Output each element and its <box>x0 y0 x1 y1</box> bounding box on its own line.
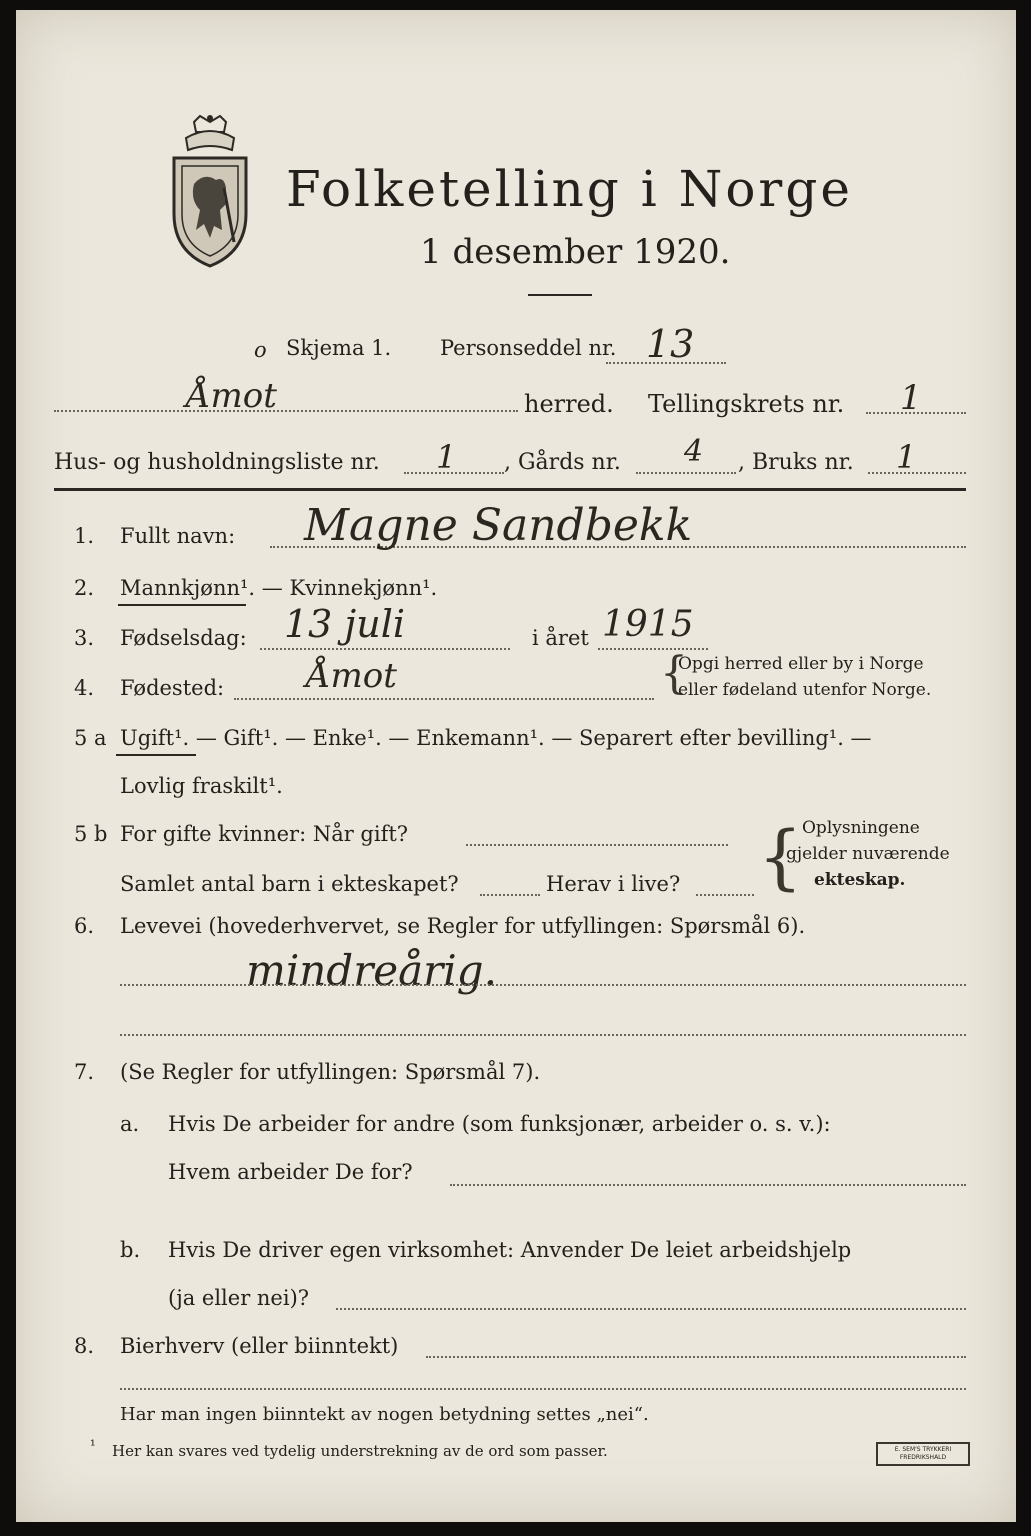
full-name-value[interactable]: Magne Sandbekk <box>304 500 693 551</box>
q1-number: 1. <box>74 524 95 548</box>
q3-day-line <box>260 648 510 650</box>
personseddel-value[interactable]: 13 <box>646 322 695 366</box>
tellingskrets-value[interactable]: 1 <box>900 378 922 418</box>
gards-value[interactable]: 4 <box>684 434 704 469</box>
census-date: 1 desember 1920. <box>420 232 731 272</box>
form-title: Folketelling i Norge <box>286 160 853 218</box>
q5a-number: 5 a <box>74 726 107 750</box>
q5b-note-line3: ekteskap. <box>814 870 906 890</box>
q5b-alive-line <box>696 894 754 896</box>
footer-note: Har man ingen biinntekt av nogen betydning settes „nei“. <box>120 1404 649 1425</box>
herred-line <box>54 410 518 412</box>
q8-line1 <box>426 1356 966 1358</box>
q2-number: 2. <box>74 576 95 600</box>
husliste-label: Hus- og husholdningsliste nr. <box>54 450 380 475</box>
occupation-value[interactable]: mindreårig. <box>246 946 497 995</box>
q5b-label3: Herav i live? <box>546 872 681 896</box>
mannkjonn-underline <box>118 604 246 606</box>
q4-line <box>234 698 654 700</box>
q7a-letter: a. <box>120 1112 140 1136</box>
q5b-children-line <box>480 894 540 896</box>
q3-year-line <box>598 648 708 650</box>
q8-label: Bierhverv (eller biinntekt) <box>120 1334 399 1358</box>
q6-label: Levevei (hovederhvervet, se Regler for utfyllingen: Spørsmål 6). <box>120 914 806 938</box>
q2-label: Mannkjønn¹. — Kvinnekjønn¹. <box>120 576 438 600</box>
herred-label: herred. <box>524 390 614 418</box>
q7-label: (Se Regler for utfyllingen: Spørsmål 7). <box>120 1060 541 1084</box>
q4-note-line2: eller fødeland utenfor Norge. <box>678 680 932 700</box>
q4-note-line1: Opgi herred eller by i Norge <box>678 654 924 674</box>
q7b-line2: (ja eller nei)? <box>168 1286 310 1310</box>
q7a-line2: Hvem arbeider De for? <box>168 1160 413 1184</box>
husliste-value[interactable]: 1 <box>436 438 457 476</box>
q5b-married-line <box>466 844 728 846</box>
q8-number: 8. <box>74 1334 95 1358</box>
q3-number: 3. <box>74 626 95 650</box>
bruks-label: , Bruks nr. <box>738 450 854 475</box>
gards-line <box>636 472 736 474</box>
census-form <box>16 10 1016 1522</box>
q5b-brace: { <box>758 816 803 898</box>
schema-label: Skjema 1. <box>286 336 392 360</box>
birthplace-value[interactable]: Åmot <box>306 656 397 696</box>
q5a-line1: Ugift¹. — Gift¹. — Enke¹. — Enkemann¹. — Separert efter bevilling¹. — <box>120 726 872 750</box>
q3-label: Fødselsdag: <box>120 626 247 650</box>
q7-number: 7. <box>74 1060 95 1084</box>
ugift-underline <box>116 754 196 756</box>
q6-number: 6. <box>74 914 95 938</box>
q7a-answer-line <box>450 1184 966 1186</box>
q4-label: Fødested: <box>120 676 225 700</box>
title-divider <box>528 294 592 296</box>
birth-year-value[interactable]: 1915 <box>602 604 694 645</box>
printer-stamp: E. SEM'S TRYKKERI FREDRIKSHALD <box>876 1442 970 1466</box>
bruks-line <box>868 472 966 474</box>
gards-label: , Gårds nr. <box>504 450 621 475</box>
q5a-line2: Lovlig fraskilt¹. <box>120 774 283 798</box>
q7b-line1: Hvis De driver egen virksomhet: Anvender De leiet arbeidshjelp <box>168 1238 852 1262</box>
schema-mark: o <box>254 338 267 362</box>
footnote-text: Her kan svares ved tydelig understrekning av de ord som passer. <box>112 1442 608 1460</box>
q6-line1 <box>120 984 966 986</box>
q5b-note-line2: gjelder nuværende <box>786 844 950 864</box>
coat-of-arms-logo <box>164 114 256 274</box>
q5b-note-line1: Oplysningene <box>802 818 920 838</box>
q6-line2 <box>120 1034 966 1036</box>
q5b-label1: For gifte kvinner: Når gift? <box>120 822 409 846</box>
herred-value[interactable]: Åmot <box>186 376 277 416</box>
q3-year-label: i året <box>532 626 589 650</box>
q5b-number: 5 b <box>74 822 108 846</box>
personseddel-label: Personseddel nr. <box>440 336 617 360</box>
q4-brace: { <box>660 648 688 699</box>
q7b-answer-line <box>336 1308 966 1310</box>
q1-label: Fullt navn: <box>120 524 236 548</box>
header-rule <box>54 488 966 491</box>
tellingskrets-label: Tellingskrets nr. <box>648 390 845 418</box>
bruks-value[interactable]: 1 <box>896 438 917 476</box>
q7a-line1: Hvis De arbeider for andre (som funksjonær, arbeider o. s. v.): <box>168 1112 831 1136</box>
footnote-mark: ¹ <box>90 1438 96 1454</box>
birth-day-value[interactable]: 13 juli <box>284 602 405 646</box>
q4-number: 4. <box>74 676 95 700</box>
q7b-letter: b. <box>120 1238 141 1262</box>
q8-line2 <box>120 1388 966 1390</box>
q5b-label2: Samlet antal barn i ekteskapet? <box>120 872 459 896</box>
